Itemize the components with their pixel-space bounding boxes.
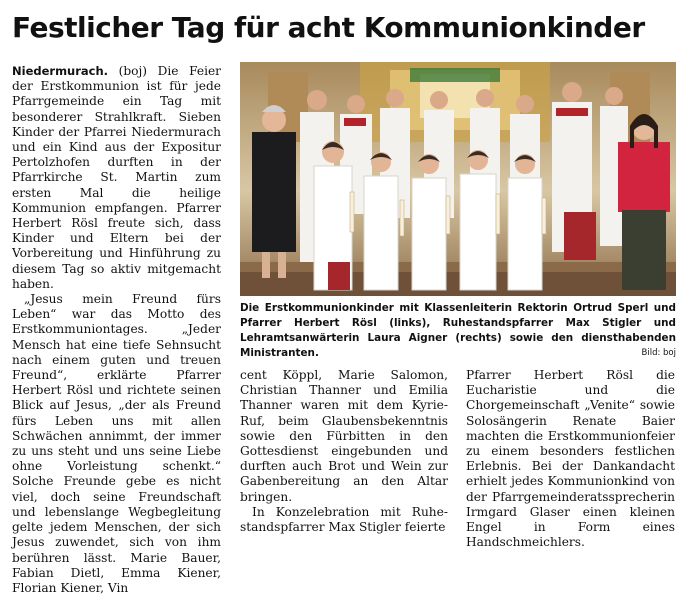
article-photo	[240, 62, 676, 296]
article-column-3	[466, 368, 675, 550]
paragraph-concelebration: In Konzelebration mit Ruhestandspfarrer Max Stigler feierte	[240, 504, 448, 535]
group-photo-illustration	[240, 62, 676, 296]
paragraph-intro-text: (boj) Die Feier der Erstkommunion ist für jede Pfarrgemeinde ein Tag mit besonderer Strahlkraft. Sieben Kinder der Pfarrei Niedermurach und ein Kind aus der Expositur Pertolzhofen durften in der Pfarrkirche St. Martin zum ersten Mal die heilige Kommunion empfangen. Pfarrer Herbert Rösl freute sich, dass Kinder und Eltern bei der Vorbereitung und Hinführung zu diesem Tag so aktiv mitgemacht haben.	[12, 64, 222, 291]
article-column-2	[240, 368, 448, 535]
article-headline: Festlicher Tag für acht Kommunionkinder	[12, 11, 645, 44]
paragraph-closing: Pfarrer Herbert Rösl die Eucharistie und die Chorgemeinschaft „Venite“ sowie Solosängerin Renate Baier machten die Erstkommunionfeier zu einem besonders festlichen Erlebnis. Bei der Dankandacht erhielt jedes Kommunionkind von der Pfarrgemeinderatssprecherin Irmgard Glaser einen kleinen Engel in Form eines Handschmeichlers.	[466, 368, 675, 550]
paragraph-participants: cent Köppl, Marie Salomon, Christian Thanner und Emilia Thanner waren mit dem Kyrie-Ruf, beim Glaubensbekenntnis sowie den Fürbitten in den Gottesdienst eingebunden und durften auch Brot und Wein zur Gabenbereitung an den Altar bringen.	[240, 368, 448, 504]
paragraph-intro	[12, 64, 221, 292]
photo-credit: Bild: boj	[641, 348, 676, 358]
dateline: Niedermurach.	[12, 64, 109, 78]
photo-caption	[240, 301, 676, 363]
paragraph-motto: „Jesus mein Freund fürs Leben“ war das Motto des Erstkommuniontages. „Jeder Mensch hat eine tiefe Sehnsucht nach einem guten und treuen Freund“, erklärte Pfarrer Herbert Rösl und richtete seinen Blick auf Jesus, „der als Freund fürs Leben uns mit allen Schwächen annimmt, der immer zu uns steht und uns seine Liebe ohne Vorleistung schenkt.“ Solche Freunde gebe es nicht viel, doch seine Freundschaft und lebenslange Wegbegleitung gelte jedem Menschen, der sich Jesus zuwendet, sich von ihm berühren lässt. Marie Bauer, Fabian Dietl, Emma Kiener, Florian Kiener, Vin	[12, 292, 221, 595]
photo-caption-text: Die Erstkommunionkinder mit Klassenleiterin Rektorin Ortrud Sperl und Pfarrer Herbert Rösl (links), Ruhestandspfarrer Max Stigler und Lehramtsanwärterin Laura Aigner (rechts) sowie den diensthabenden Ministranten.	[240, 302, 676, 359]
article-column-1	[12, 64, 222, 595]
